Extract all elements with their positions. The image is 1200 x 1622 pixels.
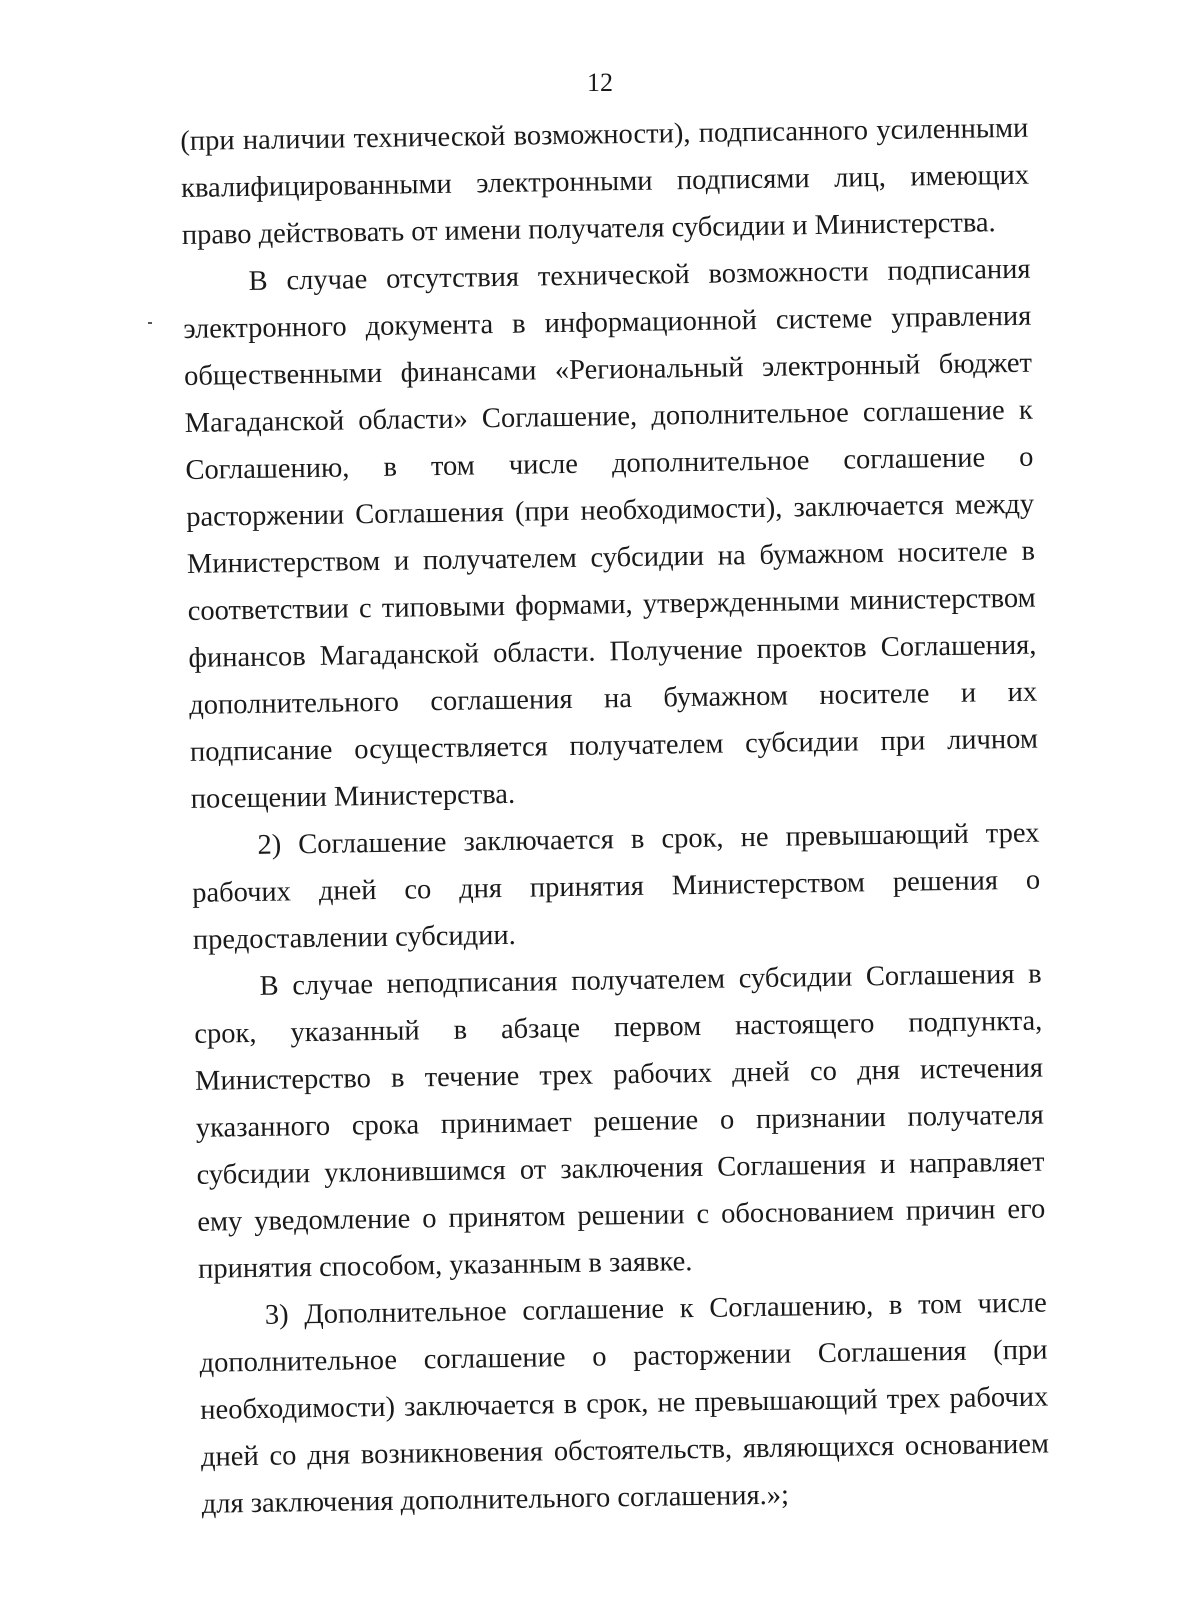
scan-artifact — [148, 322, 152, 324]
body-text — [180, 105, 1050, 1528]
paragraph-2: В случае отсутствия технической возможности подписания электронного документа в информационной системе управления общественными финансами «Региональный электронный бюджет Магаданской области» Соглашение, дополнительное соглашение к Соглашению, в том числе дополнительное соглашение о расторжении Соглашения (при необходимости), заключается между Министерством и получателем субсидии на бумажном носителе в соответствии с типовыми формами, утвержденными министерством финансов Магаданской области. Получение проектов Соглашения, дополнительного соглашения на бумажном носителе и их подписание осуществляется получателем субсидии при личном посещении Министерства. — [183, 253, 1039, 815]
paragraph-4: В случае неподписания получателем субсидии Соглашения в срок, указанный в абзаце первом настоящего подпункта, Министерство в течение трех рабочих дней со дня истечения указанного срока принимает решение о признании получателя субсидии уклонившимся от заключения Соглашения и направляет ему уведомление о принятом решении с обоснованием причин его принятия способом, указанным в заявке. — [194, 958, 1046, 1285]
paragraph-5: 3) Дополнительное соглашение к Соглашению, в том числе дополнительное соглашение о расторжении Соглашения (при необходимости) заключается в срок, не превышающий трех рабочих дней со дня возникновения обстоятельств, являющихся основанием для заключения дополнительного соглашения.»; — [199, 1287, 1050, 1520]
page-number: 12 — [587, 68, 613, 97]
paragraph-1: (при наличии технической возможности), подписанного усиленными квалифицированными электронными подписями лиц, имеющих право действовать от имени получателя субсидии и Министерства. — [180, 112, 1030, 251]
paragraph-3: 2) Соглашение заключается в срок, не превышающий трех рабочих дней со дня принятия Министерством решения о предоставлении субсидии. — [191, 817, 1041, 956]
